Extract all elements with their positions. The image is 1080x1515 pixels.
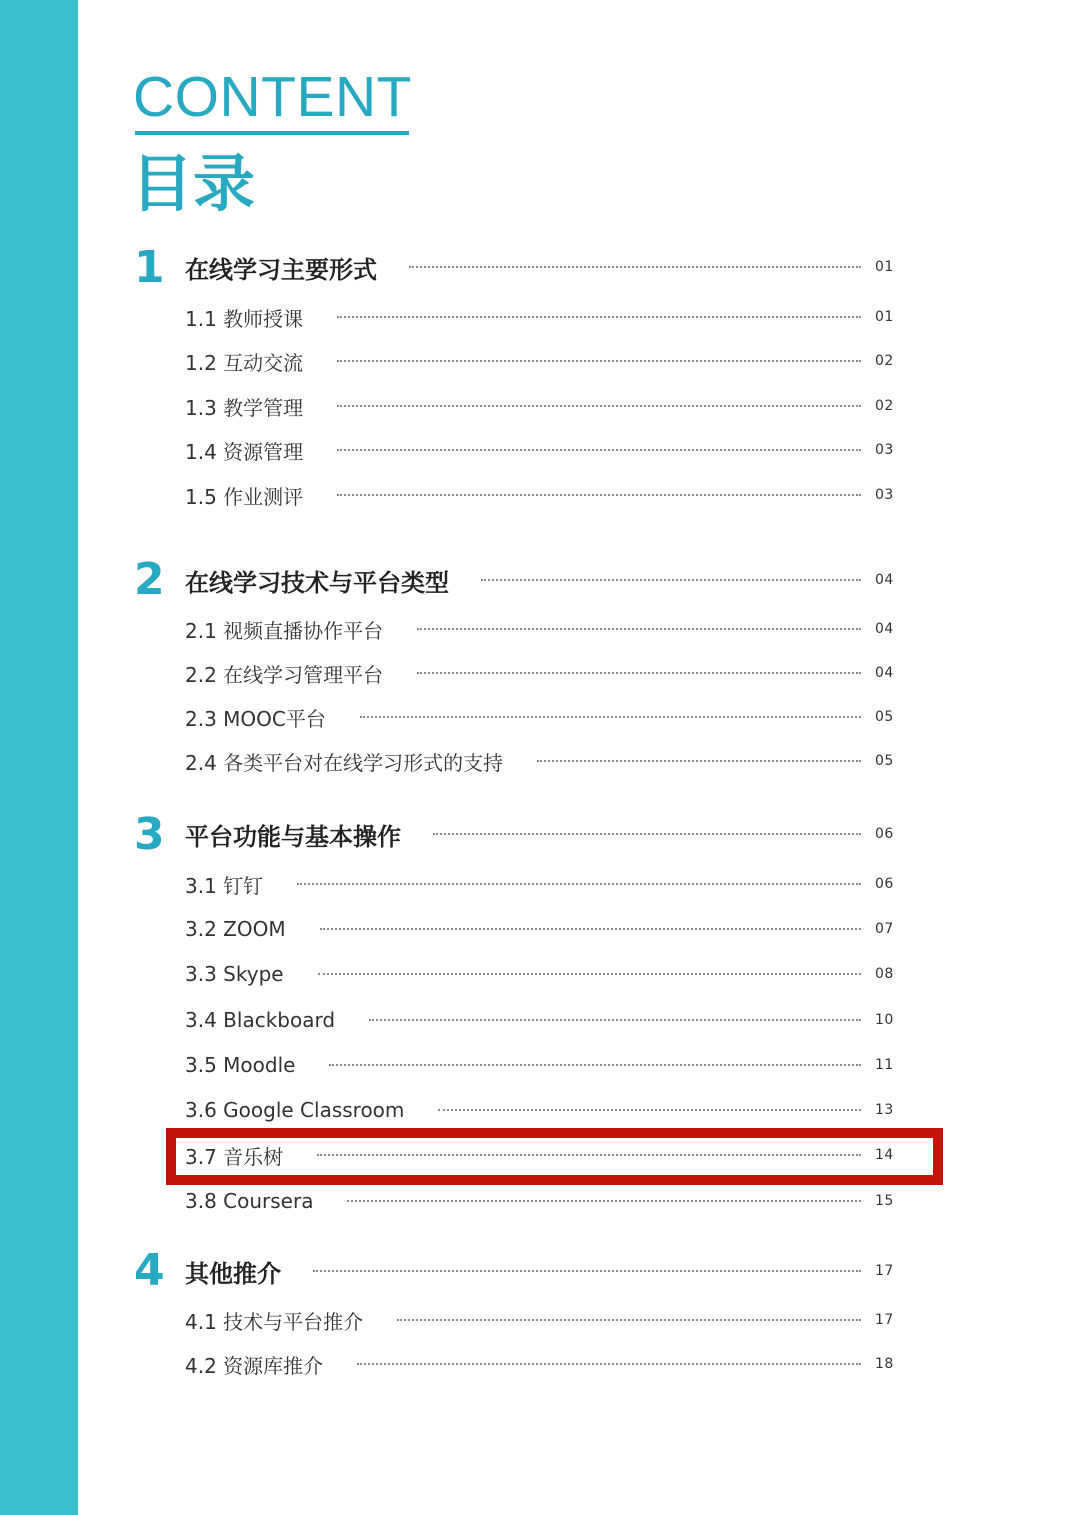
page-number: 18	[875, 1356, 894, 1372]
toc-item-3-4[interactable]	[185, 1002, 907, 1038]
page-number: 08	[875, 966, 894, 982]
dot-leader	[297, 883, 861, 885]
dot-leader	[360, 716, 861, 718]
dot-leader	[438, 1109, 861, 1111]
page-number: 13	[875, 1102, 894, 1118]
toc-section-title: 在线学习主要形式	[185, 255, 377, 284]
toc-item-label: 2.2 在线学习管理平台	[185, 662, 384, 687]
toc-item-label: 1.5 作业测评	[185, 484, 304, 509]
dot-leader	[337, 360, 861, 362]
section-number-1: 1	[134, 242, 165, 293]
toc-section-4[interactable]	[185, 1251, 907, 1291]
toc-item-label: 3.3 Skype	[185, 962, 284, 986]
toc-item-1-5[interactable]	[185, 477, 907, 513]
toc-item-3-1[interactable]	[185, 866, 907, 902]
toc-item-3-3[interactable]	[185, 956, 907, 992]
page-number: 03	[875, 487, 894, 503]
toc-item-1-3[interactable]	[185, 388, 907, 424]
toc-item-label: 1.2 互动交流	[185, 350, 304, 375]
dot-leader	[337, 405, 861, 407]
toc-item-1-2[interactable]	[185, 343, 907, 379]
toc-item-label: 4.2 资源库推介	[185, 1353, 324, 1378]
page-number: 04	[875, 665, 894, 681]
dot-leader	[481, 579, 861, 581]
toc-item-2-1[interactable]	[185, 611, 907, 647]
toc-item-label: 2.3 MOOC平台	[185, 706, 326, 731]
toc-item-label: 1.3 教学管理	[185, 395, 304, 420]
toc-item-3-6[interactable]	[185, 1092, 907, 1128]
page-number: 04	[875, 621, 894, 637]
page-number: 17	[875, 1312, 894, 1328]
page-number: 01	[875, 309, 894, 325]
toc-section-2[interactable]	[185, 560, 907, 600]
toc-item-label: 2.4 各类平台对在线学习形式的支持	[185, 750, 504, 775]
section-number-3: 3	[134, 809, 165, 860]
toc-item-label: 3.4 Blackboard	[185, 1008, 336, 1032]
toc-item-label: 1.1 教师授课	[185, 306, 304, 331]
toc-section-1[interactable]	[185, 247, 907, 287]
dot-leader	[318, 973, 861, 975]
page-number: 15	[875, 1193, 894, 1209]
dot-leader	[329, 1064, 861, 1066]
toc-section-3[interactable]	[185, 814, 907, 854]
page-number: 17	[875, 1263, 894, 1279]
highlight-box	[166, 1128, 943, 1185]
toc-item-label: 1.4 资源管理	[185, 439, 304, 464]
dot-leader	[417, 672, 861, 674]
toc-item-4-1[interactable]	[185, 1302, 907, 1338]
toc-item-3-5[interactable]	[185, 1047, 907, 1083]
toc-item-label: 3.6 Google Classroom	[185, 1098, 405, 1122]
dot-leader	[397, 1319, 861, 1321]
toc-item-2-4[interactable]	[185, 743, 907, 779]
toc-section-title: 其他推介	[185, 1259, 281, 1288]
title-underline	[135, 131, 409, 135]
dot-leader	[537, 760, 861, 762]
dot-leader	[337, 494, 861, 496]
toc-item-label: 3.8 Coursera	[185, 1189, 314, 1213]
page-number: 04	[875, 572, 894, 588]
toc-item-label: 4.1 技术与平台推介	[185, 1309, 364, 1334]
section-number-2: 2	[134, 554, 165, 605]
dot-leader	[417, 628, 861, 630]
page-number: 02	[875, 353, 894, 369]
page-number: 14	[875, 1147, 894, 1163]
dot-leader	[433, 833, 861, 835]
title-chinese: 目录	[131, 147, 256, 220]
toc-section-title: 在线学习技术与平台类型	[185, 568, 449, 597]
page-number: 01	[875, 259, 894, 275]
side-color-bar	[0, 0, 78, 1515]
toc-item-label: 3.7 音乐树	[185, 1144, 284, 1169]
page-number: 06	[875, 876, 894, 892]
page-number: 10	[875, 1012, 894, 1028]
dot-leader	[409, 266, 861, 268]
page-number: 02	[875, 398, 894, 414]
toc-item-4-2[interactable]	[185, 1346, 907, 1382]
dot-leader	[357, 1363, 861, 1365]
toc-item-1-4[interactable]	[185, 432, 907, 468]
section-number-4: 4	[134, 1245, 165, 1296]
toc-item-3-2[interactable]	[185, 911, 907, 947]
toc-item-label: 3.1 钉钉	[185, 873, 264, 898]
dot-leader	[369, 1019, 861, 1021]
page-number: 11	[875, 1057, 894, 1073]
dot-leader	[337, 449, 861, 451]
toc-item-label: 2.1 视频直播协作平台	[185, 618, 384, 643]
page-number: 05	[875, 709, 894, 725]
toc-item-2-2[interactable]	[185, 655, 907, 691]
dot-leader	[337, 316, 861, 318]
page-number: 03	[875, 442, 894, 458]
toc-item-label: 3.2 ZOOM	[185, 917, 286, 941]
dot-leader	[320, 928, 861, 930]
page-number: 05	[875, 753, 894, 769]
toc-item-1-1[interactable]	[185, 299, 907, 335]
page-number: 06	[875, 826, 894, 842]
toc-item-2-3[interactable]	[185, 699, 907, 735]
toc-item-label: 3.5 Moodle	[185, 1053, 296, 1077]
dot-leader	[313, 1270, 861, 1272]
dot-leader	[347, 1200, 861, 1202]
page-number: 07	[875, 921, 894, 937]
toc-item-3-8[interactable]	[185, 1183, 907, 1219]
toc-section-title: 平台功能与基本操作	[185, 822, 401, 851]
title-english: CONTENT	[133, 65, 412, 129]
